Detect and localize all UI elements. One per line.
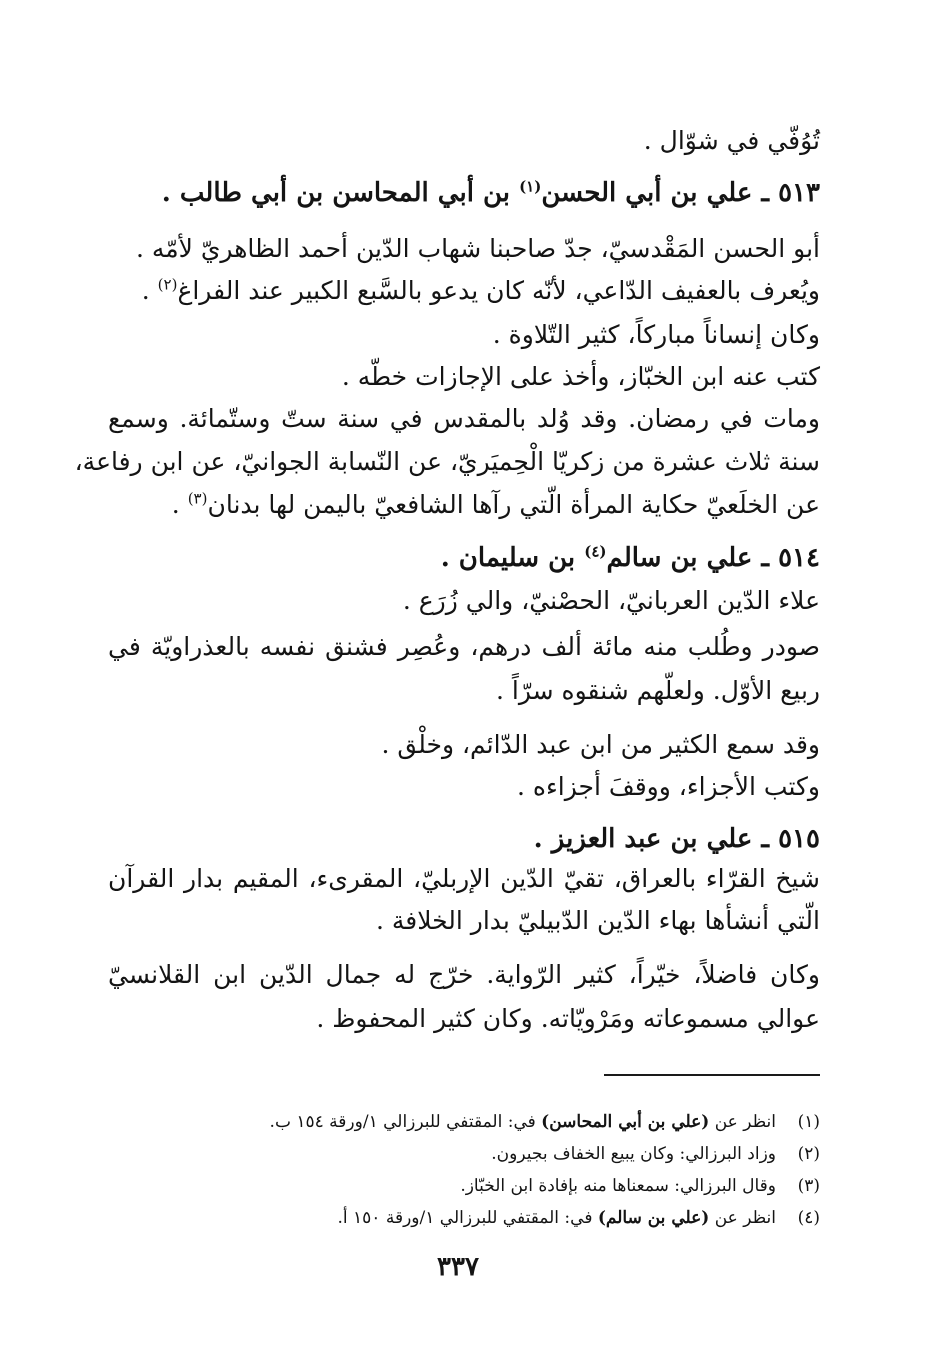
entry-heading-515: ٥١٥ ـ علي بن عبد العزيز . xyxy=(533,824,820,854)
footnote-4 xyxy=(338,1206,820,1230)
footnote-text: وقال البرزالي: سمعناها منه بإفادة ابن الخبّاز. xyxy=(460,1176,776,1196)
footnote-separator xyxy=(604,1074,820,1076)
heading-text: ٥١٤ ـ علي بن سالم xyxy=(606,543,820,573)
footnote-number: (٤) xyxy=(797,1208,820,1228)
footnote-text: في: المقتفي للبرزالي ١/ورقة ١٥٤ ب. xyxy=(269,1112,542,1132)
footnote-ref: (٤) xyxy=(584,542,607,561)
footnote-text: في: المقتفي للبرزالي ١/ورقة ١٥٠ أ. xyxy=(337,1208,598,1228)
entry-heading-513 xyxy=(162,176,820,210)
footnote-bold-text: (علي بن سالم) xyxy=(597,1208,710,1228)
text-line xyxy=(172,488,820,522)
footnote-1 xyxy=(270,1110,820,1134)
text-line: وقد سمع الكثير من ابن عبد الدّائم، وخلْق . xyxy=(381,730,820,759)
text-line: صودر وطُلب منه مائة ألف درهم، وعُصِر فشنق نفسه بالعذراويّة في xyxy=(108,632,820,661)
text-line: وكتب الأجزاء، ووقفَ أجزاءه . xyxy=(517,772,820,801)
heading-text: ٥١٣ ـ علي بن أبي الحسن xyxy=(541,178,820,208)
text-span: . xyxy=(171,490,188,519)
heading-text: بن سليمان . xyxy=(440,543,585,573)
footnote-number: (٣) xyxy=(797,1176,820,1196)
footnote-number: (٢) xyxy=(797,1144,820,1164)
footnote-2 xyxy=(491,1142,820,1166)
heading-text: بن أبي المحاسن بن أبي طالب . xyxy=(161,178,520,208)
footnote-ref: (٣) xyxy=(187,489,208,508)
text-line: الّتي أنشأها بهاء الدّين الدّبيليّ بدار الخلافة . xyxy=(375,906,820,935)
text-line: وكان فاضلاً، خيّراً، كثير الرّواية. خرّج له جمال الدّين ابن القلانسيّ xyxy=(108,960,820,989)
footnote-number: (١) xyxy=(797,1112,820,1132)
text-line: عوالي مسموعاته ومَرْويّاته. وكان كثير المحفوظ . xyxy=(316,1004,820,1033)
footnote-3 xyxy=(460,1174,820,1198)
text-line: علاء الدّين العربانيّ، الحصْنيّ، والي زُرَع . xyxy=(402,586,820,615)
footnote-text: وزاد البرزالي: وكان يبيع الخفاف بجيرون. xyxy=(491,1144,776,1164)
footnote-ref: (١) xyxy=(519,177,542,196)
text-line: تُوُفّي في شوّال . xyxy=(643,126,820,155)
text-span: ويُعرف بالعفيف الدّاعي، لأنّه كان يدعو بالسَّبع الكبير عند الفراغ xyxy=(177,276,820,305)
text-span: . xyxy=(141,276,158,305)
text-span: عن الخلَعيّ حكاية المرأة الّتي رآها الشافعيّ باليمن لها بدنان xyxy=(207,490,820,519)
page-number: ٣٣٧ xyxy=(437,1252,479,1282)
text-line xyxy=(142,274,820,308)
footnote-bold-text: (علي بن أبي المحاسن) xyxy=(541,1112,710,1132)
footnote-text: انظر عن xyxy=(709,1208,776,1228)
entry-heading-514 xyxy=(441,541,820,575)
text-line: كتب عنه ابن الخبّاز، وأخذ على الإجازات خطّه . xyxy=(341,362,820,391)
text-line: ربيع الأوّل. ولعلّهم شنقوه سرّاً . xyxy=(496,676,820,705)
text-line: سنة ثلاث عشرة من زكريّا الْحِميَريّ، عن النّسابة الجوانيّ، عن ابن رفاعة، xyxy=(74,447,820,476)
text-line: أبو الحسن المَقْدسيّ، جدّ صاحبنا شهاب الدّين أحمد الظاهريّ لأمّه . xyxy=(135,234,820,263)
text-line: شيخ القرّاء بالعراق، تقيّ الدّين الإربليّ، المقرىء، المقيم بدار القرآن xyxy=(108,864,820,893)
footnote-text: انظر عن xyxy=(709,1112,776,1132)
text-line: ومات في رمضان. وقد وُلد بالمقدس في سنة ستّ وستّمائة. وسمع xyxy=(108,404,820,433)
text-line: وكان إنساناً مباركاً، كثير التّلاوة . xyxy=(492,320,820,349)
footnote-ref: (٢) xyxy=(157,275,178,294)
